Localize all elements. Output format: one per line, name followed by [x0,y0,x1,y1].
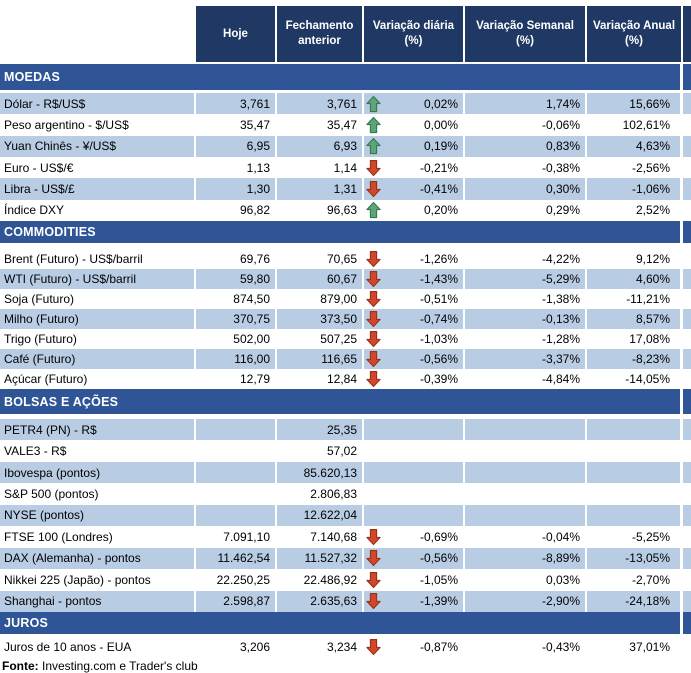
table-row [0,526,691,547]
table-row [0,419,691,440]
section-bolsas-e-acoes [0,389,691,612]
weekly-change-value [465,505,587,526]
today-value: 6,95 [196,136,277,157]
daily-change-value: -0,56% [419,551,458,566]
row-label: Nikkei 225 (Japão) - pontos [0,569,196,590]
annual-change-value: 8,57% [587,309,683,329]
row-label: Dólar - R$/US$ [0,93,196,114]
today-value: 370,75 [196,309,277,329]
row-label: NYSE (pontos) [0,505,196,526]
previous-close-value: 3,234 [277,638,364,656]
up-arrow-icon [366,138,381,155]
weekly-change-value: 0,83% [465,136,587,157]
daily-change-value: -1,39% [419,594,458,609]
weekly-change-value: -0,04% [465,526,587,547]
down-arrow-icon [366,351,381,368]
row-sliver [683,309,691,329]
weekly-change-value: 1,74% [465,93,587,114]
table-row [0,505,691,526]
down-arrow-icon [366,159,381,176]
today-value: 3,761 [196,93,277,114]
row-label: Peso argentino - $/US$ [0,114,196,135]
previous-close-value: 879,00 [277,289,364,309]
row-label: Trigo (Futuro) [0,329,196,349]
today-value: 502,00 [196,329,277,349]
weekly-change-value [465,462,587,483]
row-label: Brent (Futuro) - US$/barril [0,249,196,269]
daily-change-value: -0,39% [419,372,458,386]
today-value: 35,47 [196,114,277,135]
daily-change-cell [364,548,465,569]
today-value: 3,206 [196,638,277,656]
table-row [0,249,691,269]
daily-change-cell [364,93,465,114]
table-row [0,591,691,612]
previous-close-value: 1,14 [277,157,364,178]
annual-change-value: -2,56% [587,157,683,178]
row-label: Soja (Futuro) [0,289,196,309]
section-commodities [0,221,691,389]
annual-change-value: 4,60% [587,269,683,289]
daily-change-cell [364,440,465,461]
daily-change-value: -1,26% [419,252,458,266]
row-sliver [683,462,691,483]
daily-change-cell [364,349,465,369]
today-value [196,419,277,440]
up-arrow-icon [366,95,381,112]
row-sliver [683,157,691,178]
row-sliver [683,200,691,221]
today-value: 1,30 [196,178,277,199]
down-arrow-icon [366,180,381,197]
row-label: VALE3 - R$ [0,440,196,461]
daily-change-cell [364,505,465,526]
previous-close-value: 116,65 [277,349,364,369]
up-arrow-icon [366,116,381,133]
previous-close-value: 12,84 [277,369,364,389]
source-text: Investing.com e Trader's club [42,659,198,673]
down-arrow-icon [366,571,381,588]
annual-change-value: 15,66% [587,93,683,114]
daily-change-value: 0,02% [423,96,458,111]
today-value: 69,76 [196,249,277,269]
section-band [0,612,691,634]
row-label: Yuan Chinês - ¥/US$ [0,136,196,157]
weekly-change-value: 0,30% [465,178,587,199]
row-sliver [683,569,691,590]
annual-change-value [587,483,683,504]
row-sliver [683,349,691,369]
row-label: Café (Futuro) [0,349,196,369]
weekly-change-value [465,483,587,504]
table-row [0,269,691,289]
down-arrow-icon [366,593,381,610]
weekly-change-value: -0,13% [465,309,587,329]
daily-change-cell [364,483,465,504]
weekly-change-value: -4,84% [465,369,587,389]
previous-close-value: 373,50 [277,309,364,329]
section-juros [0,612,691,656]
table-row [0,462,691,483]
row-sliver [683,136,691,157]
daily-change-cell [364,136,465,157]
header-sliver [683,6,691,62]
annual-change-value [587,419,683,440]
today-value: 12,79 [196,369,277,389]
section-band-sliver [683,612,691,634]
today-value: 116,00 [196,349,277,369]
row-sliver [683,638,691,656]
annual-change-value: -2,70% [587,569,683,590]
daily-change-value: -0,56% [419,352,458,366]
previous-close-value: 6,93 [277,136,364,157]
row-label: Juros de 10 anos - EUA [0,638,196,656]
today-value [196,440,277,461]
daily-change-value: -0,69% [419,529,458,544]
daily-change-value: 0,00% [423,117,458,132]
col-header-fechamento-anterior: Fechamento anterior [277,6,364,62]
daily-change-value: -0,51% [419,292,458,306]
previous-close-value: 57,02 [277,440,364,461]
section-band [0,221,691,243]
table-row [0,548,691,569]
previous-close-value: 22.486,92 [277,569,364,590]
table-body [0,64,691,656]
row-label: Libra - US$/£ [0,178,196,199]
weekly-change-value: -5,29% [465,269,587,289]
section-title: MOEDAS [0,64,683,90]
down-arrow-icon [366,528,381,545]
header-spacer [0,6,196,62]
today-value: 7.091,10 [196,526,277,547]
daily-change-cell [364,462,465,483]
previous-close-value: 25,35 [277,419,364,440]
daily-change-cell [364,200,465,221]
weekly-change-value: -0,06% [465,114,587,135]
previous-close-value: 96,63 [277,200,364,221]
row-sliver [683,249,691,269]
table-row [0,569,691,590]
row-label: DAX (Alemanha) - pontos [0,548,196,569]
col-header-variacao-semanal: Variação Semanal (%) [465,6,587,62]
table-row [0,200,691,221]
table-row [0,157,691,178]
daily-change-value: -0,41% [419,181,458,196]
table-header [0,6,691,62]
previous-close-value: 60,67 [277,269,364,289]
row-sliver [683,289,691,309]
today-value: 22.250,25 [196,569,277,590]
table-row [0,93,691,114]
today-value: 59,80 [196,269,277,289]
previous-close-value: 11.527,32 [277,548,364,569]
row-label: Shanghai - pontos [0,591,196,612]
table-row [0,178,691,199]
daily-change-cell [364,369,465,389]
row-label: Açúcar (Futuro) [0,369,196,389]
daily-change-cell [364,289,465,309]
daily-change-value: -0,21% [419,160,458,175]
annual-change-value [587,440,683,461]
weekly-change-value: -0,38% [465,157,587,178]
daily-change-cell [364,309,465,329]
table-row [0,329,691,349]
annual-change-value: 2,52% [587,200,683,221]
weekly-change-value: 0,03% [465,569,587,590]
daily-change-cell [364,591,465,612]
today-value: 1,13 [196,157,277,178]
previous-close-value: 12.622,04 [277,505,364,526]
weekly-change-value: -0,43% [465,638,587,656]
table-row [0,309,691,329]
source-label: Fonte: [2,659,39,673]
source-note [0,656,691,673]
row-label: Ibovespa (pontos) [0,462,196,483]
table-row [0,440,691,461]
daily-change-value: -0,74% [419,312,458,326]
section-title: BOLSAS E AÇÕES [0,389,683,414]
daily-change-cell [364,157,465,178]
previous-close-value: 70,65 [277,249,364,269]
today-value: 96,82 [196,200,277,221]
weekly-change-value: -2,90% [465,591,587,612]
daily-change-cell [364,329,465,349]
row-sliver [683,591,691,612]
daily-change-cell [364,269,465,289]
annual-change-value: 17,08% [587,329,683,349]
daily-change-cell [364,569,465,590]
section-rows [0,249,691,389]
annual-change-value: 102,61% [587,114,683,135]
row-label: WTI (Futuro) - US$/barril [0,269,196,289]
row-sliver [683,93,691,114]
annual-change-value: 9,12% [587,249,683,269]
row-sliver [683,483,691,504]
weekly-change-value [465,440,587,461]
daily-change-cell [364,114,465,135]
row-label: PETR4 (PN) - R$ [0,419,196,440]
down-arrow-icon [366,291,381,308]
table-row [0,349,691,369]
row-label: FTSE 100 (Londres) [0,526,196,547]
annual-change-value: -8,23% [587,349,683,369]
daily-change-value: -1,03% [419,332,458,346]
weekly-change-value: -1,28% [465,329,587,349]
weekly-change-value: -4,22% [465,249,587,269]
down-arrow-icon [366,331,381,348]
annual-change-value: 4,63% [587,136,683,157]
section-band [0,64,691,90]
annual-change-value: 37,01% [587,638,683,656]
down-arrow-icon [366,371,381,388]
table-row [0,289,691,309]
down-arrow-icon [366,639,381,656]
annual-change-value [587,505,683,526]
annual-change-value: -14,05% [587,369,683,389]
previous-close-value: 507,25 [277,329,364,349]
section-band-sliver [683,64,691,90]
table-row [0,483,691,504]
today-value: 11.462,54 [196,548,277,569]
daily-change-cell [364,638,465,656]
weekly-change-value: -3,37% [465,349,587,369]
today-value [196,462,277,483]
table-row [0,114,691,135]
daily-change-value: 0,19% [423,139,458,154]
annual-change-value: -24,18% [587,591,683,612]
down-arrow-icon [366,311,381,328]
weekly-change-value: 0,29% [465,200,587,221]
row-sliver [683,440,691,461]
row-sliver [683,178,691,199]
daily-change-value: -1,05% [419,572,458,587]
daily-change-cell [364,178,465,199]
col-header-variacao-diaria: Variação diária (%) [364,6,465,62]
previous-close-value: 2.635,63 [277,591,364,612]
today-value [196,505,277,526]
previous-close-value: 35,47 [277,114,364,135]
daily-change-cell [364,419,465,440]
up-arrow-icon [366,202,381,219]
previous-close-value: 1,31 [277,178,364,199]
row-sliver [683,505,691,526]
row-label: Milho (Futuro) [0,309,196,329]
previous-close-value: 85.620,13 [277,462,364,483]
section-title: COMMODITIES [0,221,683,243]
section-rows [0,93,691,221]
row-sliver [683,114,691,135]
daily-change-value: 0,20% [423,203,458,218]
row-label: Euro - US$/€ [0,157,196,178]
section-band-sliver [683,389,691,414]
row-label: Índice DXY [0,200,196,221]
annual-change-value: -11,21% [587,289,683,309]
down-arrow-icon [366,271,381,288]
col-header-hoje: Hoje [196,6,277,62]
annual-change-value: -5,25% [587,526,683,547]
section-band [0,389,691,414]
weekly-change-value: -8,89% [465,548,587,569]
table-row [0,136,691,157]
daily-change-cell [364,526,465,547]
col-header-variacao-anual: Variação Anual (%) [587,6,683,62]
section-rows [0,638,691,656]
table-row [0,638,691,656]
annual-change-value: -13,05% [587,548,683,569]
annual-change-value: -1,06% [587,178,683,199]
row-label: S&P 500 (pontos) [0,483,196,504]
weekly-change-value [465,419,587,440]
today-value [196,483,277,504]
section-rows [0,419,691,612]
section-title: JUROS [0,612,683,634]
row-sliver [683,269,691,289]
row-sliver [683,369,691,389]
row-sliver [683,526,691,547]
daily-change-value: -0,87% [419,640,458,654]
today-value: 874,50 [196,289,277,309]
section-band-sliver [683,221,691,243]
previous-close-value: 7.140,68 [277,526,364,547]
section-moedas [0,64,691,221]
row-sliver [683,548,691,569]
weekly-change-value: -1,38% [465,289,587,309]
previous-close-value: 3,761 [277,93,364,114]
row-sliver [683,329,691,349]
row-sliver [683,419,691,440]
down-arrow-icon [366,251,381,268]
today-value: 2.598,87 [196,591,277,612]
table-row [0,369,691,389]
previous-close-value: 2.806,83 [277,483,364,504]
down-arrow-icon [366,550,381,567]
daily-change-value: -1,43% [419,272,458,286]
daily-change-cell [364,249,465,269]
annual-change-value [587,462,683,483]
